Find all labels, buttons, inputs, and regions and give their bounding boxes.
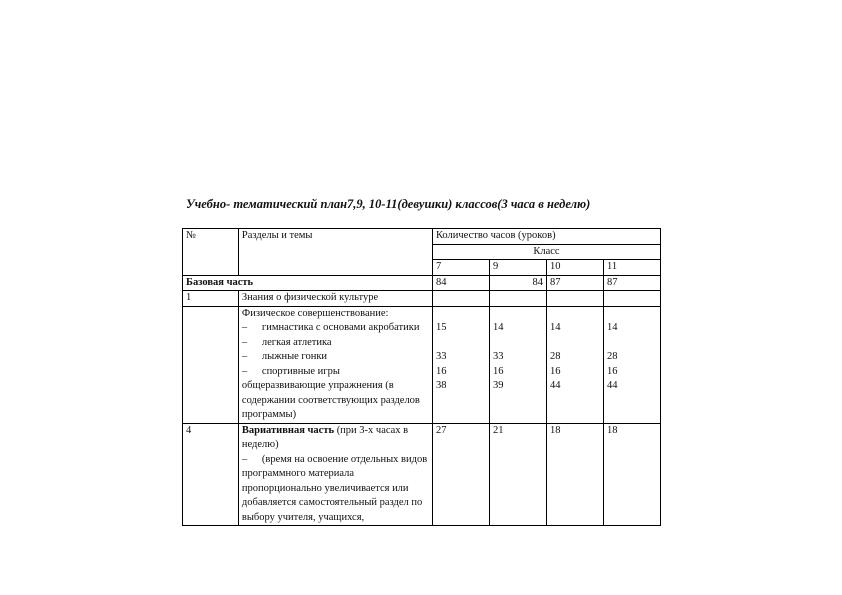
empty-cell (183, 306, 239, 423)
variative-topic-cell (238, 423, 432, 526)
header-number: № (183, 229, 239, 276)
empty-cell (603, 291, 660, 307)
grade-11: 11 (603, 260, 660, 276)
grade-10: 10 (546, 260, 603, 276)
header-row (183, 229, 661, 245)
header-class: Класс (432, 244, 660, 260)
grade-9: 9 (489, 260, 546, 276)
list-item: – гимнастика с основами акробатики (241, 322, 420, 333)
empty-cell (546, 291, 603, 307)
document-title: Учебно- тематический план7,9, 10-11(девушки) классов(3 часа в неделю) (186, 197, 591, 211)
curriculum-table (182, 228, 661, 526)
list-item: – легкая атлетика (241, 336, 332, 348)
header-topics: Разделы и темы (238, 229, 432, 276)
base-row (183, 275, 661, 291)
base-value-11: 87 (603, 275, 660, 291)
physical-topic-cell (238, 306, 432, 423)
variative-value-9: 21 (489, 423, 546, 526)
row-number: 1 (183, 291, 239, 307)
header-hours: Количество часов (уроков) (432, 229, 660, 245)
grade-7: 7 (432, 260, 489, 276)
values-grade-7: 15 33 16 38 (432, 306, 489, 423)
row-topic: Знания о физической культуре (238, 291, 432, 307)
empty-cell (432, 291, 489, 307)
variative-label: Вариативная часть (при 3-х часах в неделю) (241, 424, 409, 450)
list-item: – лыжные гонки (241, 351, 328, 362)
values-grade-11: 14 28 16 44 (603, 306, 660, 423)
list-item: – спортивные игры (241, 365, 340, 377)
values-grade-10: 14 28 16 44 (546, 306, 603, 423)
variative-value-7: 27 (432, 423, 489, 526)
variative-value-11: 18 (603, 423, 660, 526)
table-row (183, 423, 661, 526)
base-label: Базовая часть (183, 275, 433, 291)
base-value-9: 84 (489, 275, 546, 291)
physical-heading: Физическое совершенствование: (241, 307, 389, 319)
variative-value-10: 18 (546, 423, 603, 526)
base-value-10: 87 (546, 275, 603, 291)
base-value-7: 84 (432, 275, 489, 291)
row-number: 4 (183, 423, 239, 526)
empty-cell (489, 291, 546, 307)
values-grade-9: 14 33 16 39 (489, 306, 546, 423)
table-row (183, 291, 661, 307)
table-row (183, 306, 661, 423)
variative-note: – (время на освоение отдельных видов программного материала пропорционально увеличивается или добавляется самостоятельный раздел по выбору учителя, учащихся, (241, 453, 428, 523)
list-item-extra: общеразвивающие упражнения (в содержании соответствующих разделов программы) (241, 380, 420, 420)
